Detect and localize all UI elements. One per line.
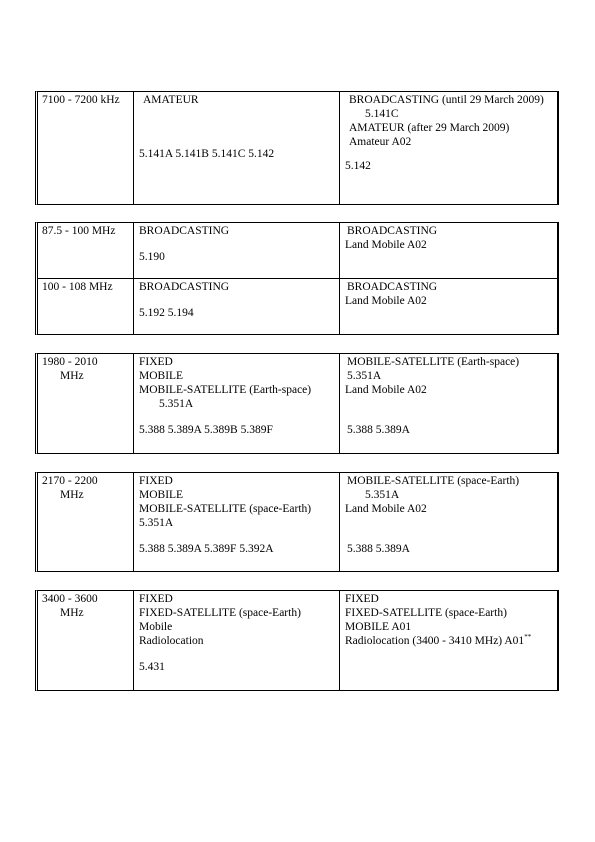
allocation-line [345,516,552,530]
table-row [38,279,557,334]
allocation-line: MOBILE-SATELLITE (Earth-space) [139,384,312,396]
allocation-line [139,121,334,135]
band-cell [38,279,134,334]
region-allocation-cell [134,279,340,334]
national-allocation-cell [340,473,557,571]
allocation-table-3400mhz [35,590,559,691]
allocation-line: MOBILE-SATELLITE (space-Earth) [347,475,520,487]
region-allocation-cell [134,92,340,204]
allocation-line [345,530,552,542]
allocation-line: MOBILE-SATELLITE (space-Earth) [139,503,312,515]
allocation-line: FIXED [139,356,173,368]
band-label: 7100 - 7200 kHz [42,94,120,106]
footnote-refs: 5.351A [159,398,194,410]
footnote-refs: 5.351A [365,489,400,501]
region-allocation-cell [134,591,340,690]
national-allocation-cell [340,591,557,690]
allocation-line [139,107,334,121]
allocation-line: Radiolocation [139,635,204,647]
allocation-line [345,149,552,159]
allocation-line: BROADCASTING [139,225,230,237]
allocation-line: BROADCASTING [139,281,230,293]
allocation-line [139,530,334,542]
allocation-line [139,135,334,147]
footnote-refs: 5.141C [365,108,399,120]
radiolocation-text: Radiolocation (3400 - 3410 MHz) A01 [345,635,525,647]
footnote-refs: 5.190 [139,251,165,263]
allocation-line: BROADCASTING [347,281,438,293]
allocation-line [139,294,334,306]
allocation-line: BROADCASTING (until 29 March 2009) [349,94,544,106]
allocation-line: MOBILE A01 [345,621,412,633]
footnote-refs: 5.351A [139,517,174,529]
allocation-line: FIXED-SATELLITE (space-Earth) [345,607,507,619]
allocation-line: MOBILE [139,370,184,382]
allocation-line: AMATEUR [143,94,199,106]
national-allocation-cell [340,223,557,278]
footnote-refs: 5.142 [345,160,371,172]
band-unit: MHz [60,489,84,501]
allocation-line: Land Mobile A02 [345,503,427,515]
allocation-line [139,411,334,423]
allocation-line [139,238,334,250]
band-cell [38,354,134,453]
allocation-line: FIXED-SATELLITE (space-Earth) [139,607,301,619]
allocation-line: FIXED [139,475,173,487]
footnote-refs: 5.431 [139,661,165,673]
band-label: 2170 - 2200 [42,475,98,487]
band-label: 87.5 - 100 MHz [42,225,116,237]
allocation-table-7100khz [35,91,559,205]
footnote-mark: ** [524,633,532,642]
band-unit: MHz [60,370,84,382]
band-cell [38,473,134,571]
footnote-refs: 5.388 5.389A [347,424,410,436]
national-allocation-cell [340,92,557,204]
region-allocation-cell [134,473,340,571]
national-allocation-cell [340,279,557,334]
allocation-line: BROADCASTING [347,225,438,237]
allocation-line: AMATEUR (after 29 March 2009) [349,122,510,134]
footnote-refs: 5.141A 5.141B 5.141C 5.142 [139,148,275,160]
band-label: 3400 - 3600 [42,593,98,605]
band-cell [38,92,134,204]
table-row [38,354,557,453]
band-cell [38,223,134,278]
allocation-line: MOBILE-SATELLITE (Earth-space) [347,356,520,368]
band-label: 100 - 108 MHz [42,281,113,293]
footnote-refs: 5.192 5.194 [139,307,194,319]
allocation-line: Land Mobile A02 [345,384,427,396]
allocation-line: Amateur A02 [349,136,412,148]
allocation-line: FIXED [139,593,173,605]
national-allocation-cell [340,354,557,453]
allocation-line: Land Mobile A02 [345,295,427,307]
table-row [38,473,557,571]
allocation-table-1980mhz [35,353,559,454]
region-allocation-cell [134,223,340,278]
allocation-line: FIXED [345,593,379,605]
table-row [38,92,557,204]
allocation-line: MOBILE [139,489,184,501]
footnote-refs: 5.388 5.389A [347,543,410,555]
allocation-line [345,411,552,423]
allocation-line: Mobile [139,621,173,633]
table-row [38,591,557,690]
allocation-table-vhf-broadcasting [35,222,559,335]
band-cell [38,591,134,690]
table-row [38,223,557,279]
allocation-line [345,397,552,411]
footnote-refs: 5.388 5.389A 5.389F 5.392A [139,543,274,555]
allocation-line: Land Mobile A02 [345,239,427,251]
band-label: 1980 - 2010 [42,356,98,368]
allocation-table-2170mhz [35,472,559,572]
band-unit: MHz [60,607,84,619]
allocation-line [139,648,334,660]
footnote-refs: 5.351A [347,370,382,382]
allocation-line [345,634,552,648]
region-allocation-cell [134,354,340,453]
footnote-refs: 5.388 5.389A 5.389B 5.389F [139,424,273,436]
